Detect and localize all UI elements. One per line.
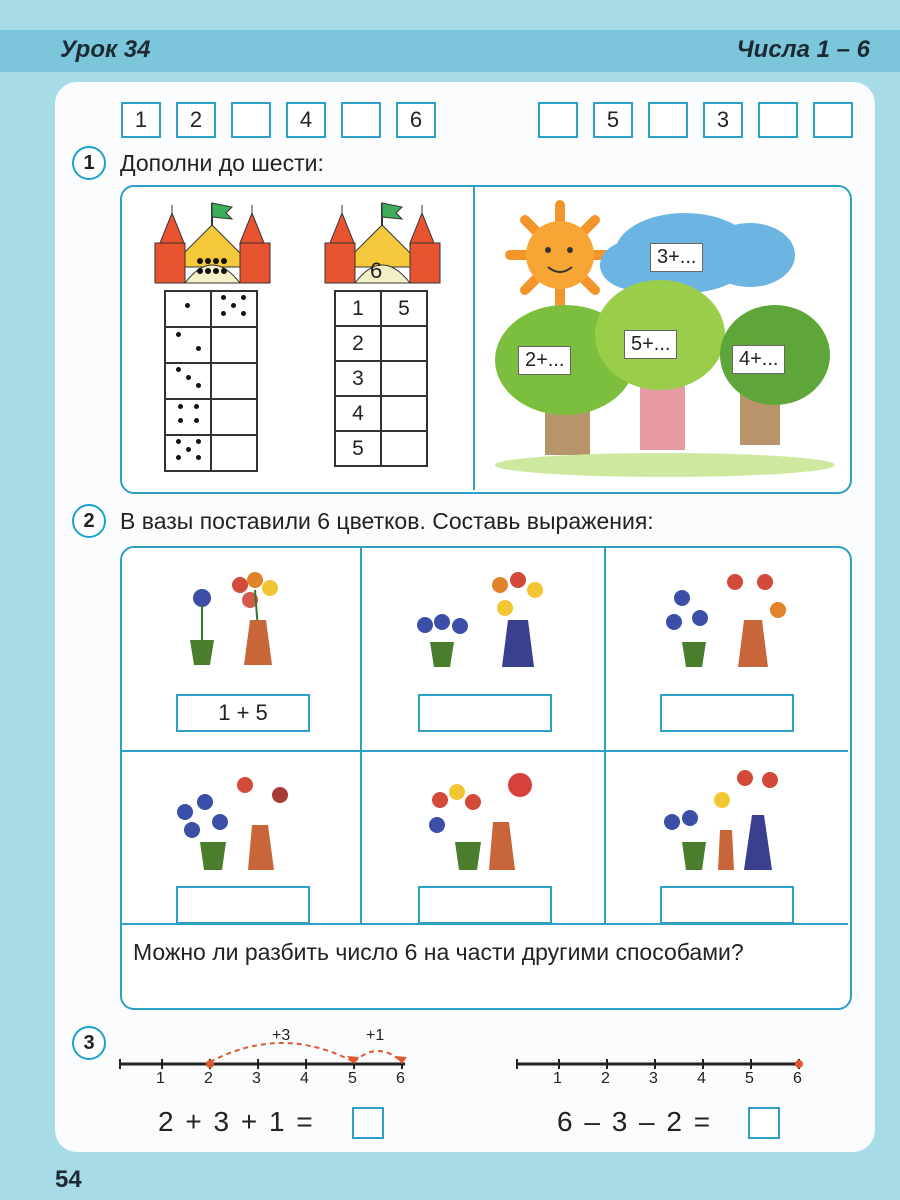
sequence-box[interactable]: 1: [121, 102, 161, 138]
vases-flowers-icon: [180, 570, 310, 670]
tick-label: 3: [252, 1070, 261, 1087]
sequence-box[interactable]: 5: [593, 102, 633, 138]
vases-flowers-icon: [660, 570, 810, 670]
tick-label: 1: [553, 1070, 562, 1087]
vases-flowers-icon: [660, 770, 790, 875]
tower-cell[interactable]: [381, 431, 427, 466]
jump-label: +1: [366, 1027, 385, 1044]
vases-flowers-icon: [410, 570, 560, 670]
tick-label: 4: [300, 1070, 309, 1087]
task-1-number: 1: [72, 146, 106, 180]
vases-flowers-icon: [425, 770, 555, 875]
expression-2: 6 – 3 – 2 =: [557, 1106, 713, 1137]
sequence-box[interactable]: 3: [703, 102, 743, 138]
jump-label: +3: [272, 1027, 291, 1044]
page-number: 54: [55, 1166, 82, 1193]
tick-label: 6: [396, 1070, 405, 1087]
castle-roof-icon: [320, 195, 445, 295]
task-1-divider: [473, 187, 475, 490]
sequence-box[interactable]: [758, 102, 798, 138]
sequence-box[interactable]: [538, 102, 578, 138]
sequence-box[interactable]: [813, 102, 853, 138]
task-2-divider: [604, 548, 606, 923]
cloud-label: 3+...: [650, 243, 703, 272]
answer-box[interactable]: [418, 694, 552, 732]
castle-1-grid: [164, 290, 258, 472]
sequence-box[interactable]: 6: [396, 102, 436, 138]
tower-cell: 1: [335, 291, 381, 326]
tower-cell: 2: [335, 326, 381, 361]
task-2-number: 2: [72, 504, 106, 538]
castle-roof-icon: [150, 195, 275, 295]
sequence-box[interactable]: [341, 102, 381, 138]
answer-box[interactable]: [660, 886, 794, 924]
sequence-box[interactable]: [648, 102, 688, 138]
tick-label: 5: [348, 1070, 357, 1087]
tick-label: 2: [204, 1070, 213, 1087]
tree-label: 2+...: [518, 346, 571, 375]
expression-1-answer[interactable]: [352, 1107, 384, 1139]
task-2-divider: [122, 750, 848, 752]
answer-box[interactable]: [176, 886, 310, 924]
expression-2-answer[interactable]: [748, 1107, 780, 1139]
tree-icon: [495, 280, 835, 477]
task-2-divider: [360, 548, 362, 923]
tree-label: 5+...: [624, 330, 677, 359]
topic-title: Числа 1 – 6: [736, 36, 870, 63]
sun-icon: [510, 205, 610, 305]
tick-label: 4: [697, 1070, 706, 1087]
tower-cell: 4: [335, 396, 381, 431]
tower-cell: 5: [335, 431, 381, 466]
task-1-text: Дополни до шести:: [120, 150, 324, 176]
tree-label: 4+...: [732, 345, 785, 374]
task-2-text: В вазы поставили 6 цветков. Составь выражения:: [120, 508, 654, 534]
tower-cell[interactable]: [381, 396, 427, 431]
tick-label: 6: [793, 1070, 802, 1087]
tower-cell: 3: [335, 361, 381, 396]
tick-label: 1: [156, 1070, 165, 1087]
tick-label: 5: [745, 1070, 754, 1087]
task-2-question: Можно ли разбить число 6 на части другими способами?: [133, 939, 744, 965]
castle-2-grid: [334, 290, 428, 467]
vases-flowers-icon: [170, 770, 320, 875]
tower-cell[interactable]: 5: [381, 291, 427, 326]
tick-label: 2: [601, 1070, 610, 1087]
sequence-box[interactable]: 2: [176, 102, 216, 138]
answer-box[interactable]: [660, 694, 794, 732]
answer-box[interactable]: [418, 886, 552, 924]
answer-box[interactable]: 1 + 5: [176, 694, 310, 732]
castle-2-top-number: 6: [370, 258, 383, 283]
sequence-box[interactable]: 4: [286, 102, 326, 138]
expression-1: 2 + 3 + 1 =: [158, 1106, 315, 1137]
task-3-number: 3: [72, 1026, 106, 1060]
tick-label: 3: [649, 1070, 658, 1087]
sequence-box[interactable]: [231, 102, 271, 138]
tower-cell[interactable]: [381, 361, 427, 396]
lesson-title: Урок 34: [60, 36, 151, 63]
tower-cell[interactable]: [381, 326, 427, 361]
